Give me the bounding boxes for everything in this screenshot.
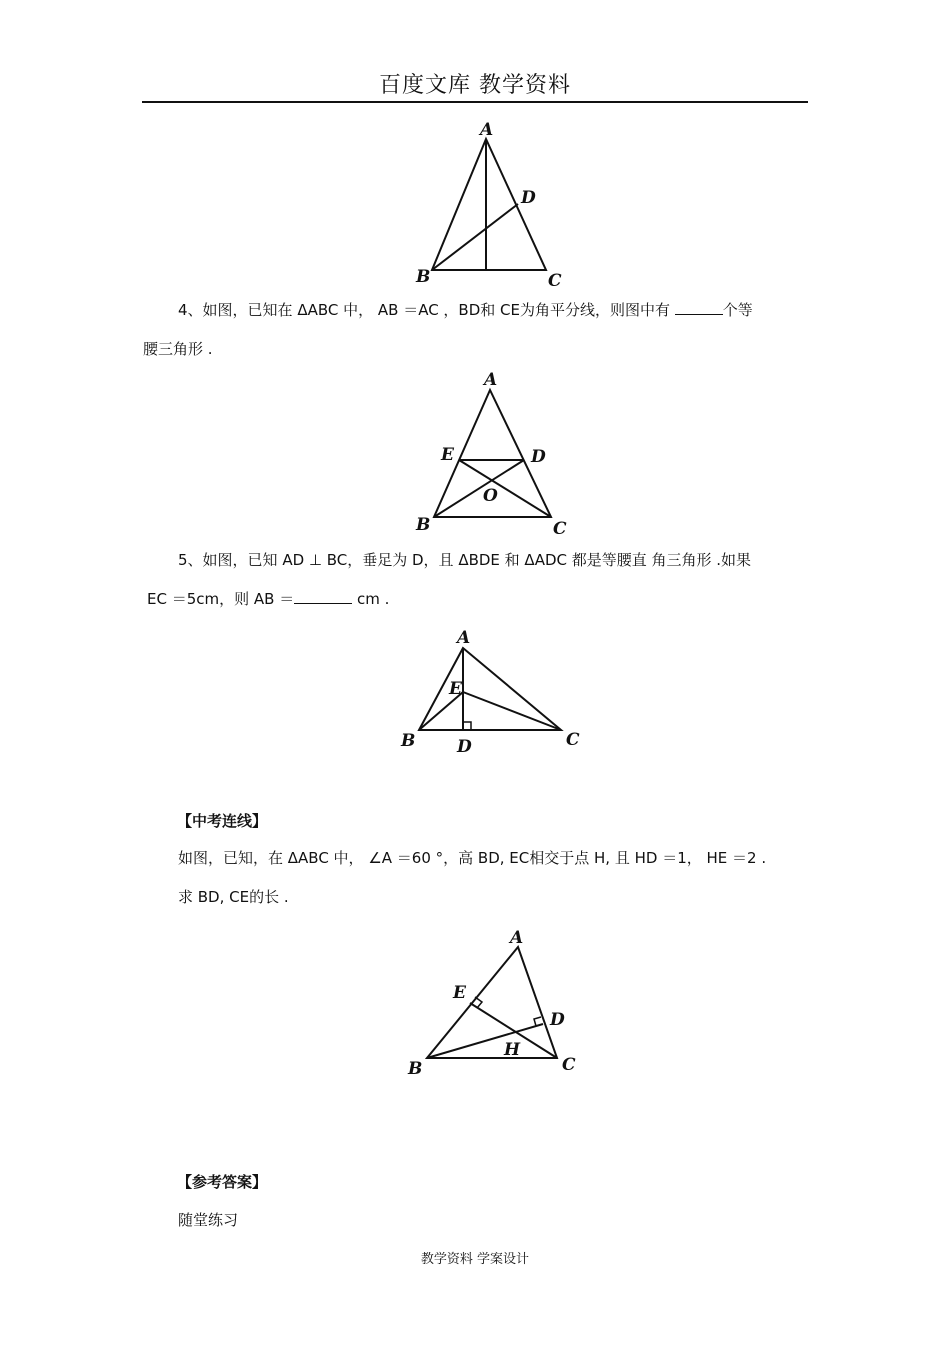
fig2-label-c: C: [553, 519, 567, 539]
answers-heading: 【参考答案】: [177, 1173, 268, 1191]
fig2-label-b: B: [416, 515, 431, 535]
page-footer: 教学资料 学案设计: [420, 1252, 530, 1267]
fig3-label-d: D: [457, 737, 472, 757]
fig4-label-a: A: [510, 928, 524, 948]
fig4-label-b: B: [408, 1059, 423, 1079]
q4-number: 4、: [178, 301, 203, 319]
exam-line1: 如图，已知，在 ΔABC 中， ∠A ＝60 °，高 BD, EC相交于点 H, 且 HD ＝1， HE ＝2 .: [178, 849, 767, 867]
q5-number: 5、: [178, 551, 203, 569]
fig3-label-b: B: [401, 731, 416, 751]
fig1-label-d: D: [521, 188, 536, 208]
fig4-label-d: D: [550, 1010, 565, 1030]
page-header-title: 百度文库 教学资料: [379, 73, 571, 98]
fig1-label-a: A: [480, 120, 494, 140]
fig2-label-d: D: [531, 447, 546, 467]
exam-heading: 【中考连线】: [177, 812, 268, 830]
answers-sub: 随堂练习: [178, 1211, 239, 1229]
q5-line2-prefix: EC ＝5cm，则 AB ＝: [147, 590, 295, 608]
fig4-altitude-bd: [427, 1024, 543, 1058]
q5-line2-suffix: cm .: [357, 590, 390, 608]
q5-text: 如图，已知 AD ⊥ BC，垂足为 D，且 ΔBDE 和 ΔADC 都是等腰直 角三角形 .如果: [202, 551, 752, 569]
fig3-label-e: E: [449, 679, 462, 699]
fig2-label-a: A: [484, 370, 498, 390]
fig1-label-c: C: [548, 271, 562, 291]
fig3-label-a: A: [457, 628, 471, 648]
fig4-label-h: H: [504, 1040, 521, 1060]
q4-text: 如图，已知在 ΔABC 中， AB ＝AC ，BD和 CE为角平分线，则图中有: [202, 301, 670, 319]
fig4-label-c: C: [562, 1055, 576, 1075]
fig2-label-o: O: [483, 486, 498, 506]
fig4-label-e: E: [453, 983, 466, 1003]
q4-blank-suffix: 个等: [722, 301, 753, 319]
fig2-label-e: E: [441, 445, 454, 465]
exam-line2: 求 BD, CE的长 .: [178, 888, 289, 906]
fig1-label-b: B: [416, 267, 431, 287]
q4-line2: 腰三角形 .: [143, 340, 213, 358]
fig3-label-c: C: [566, 730, 580, 750]
fig4-triangle-abc: [427, 947, 557, 1058]
